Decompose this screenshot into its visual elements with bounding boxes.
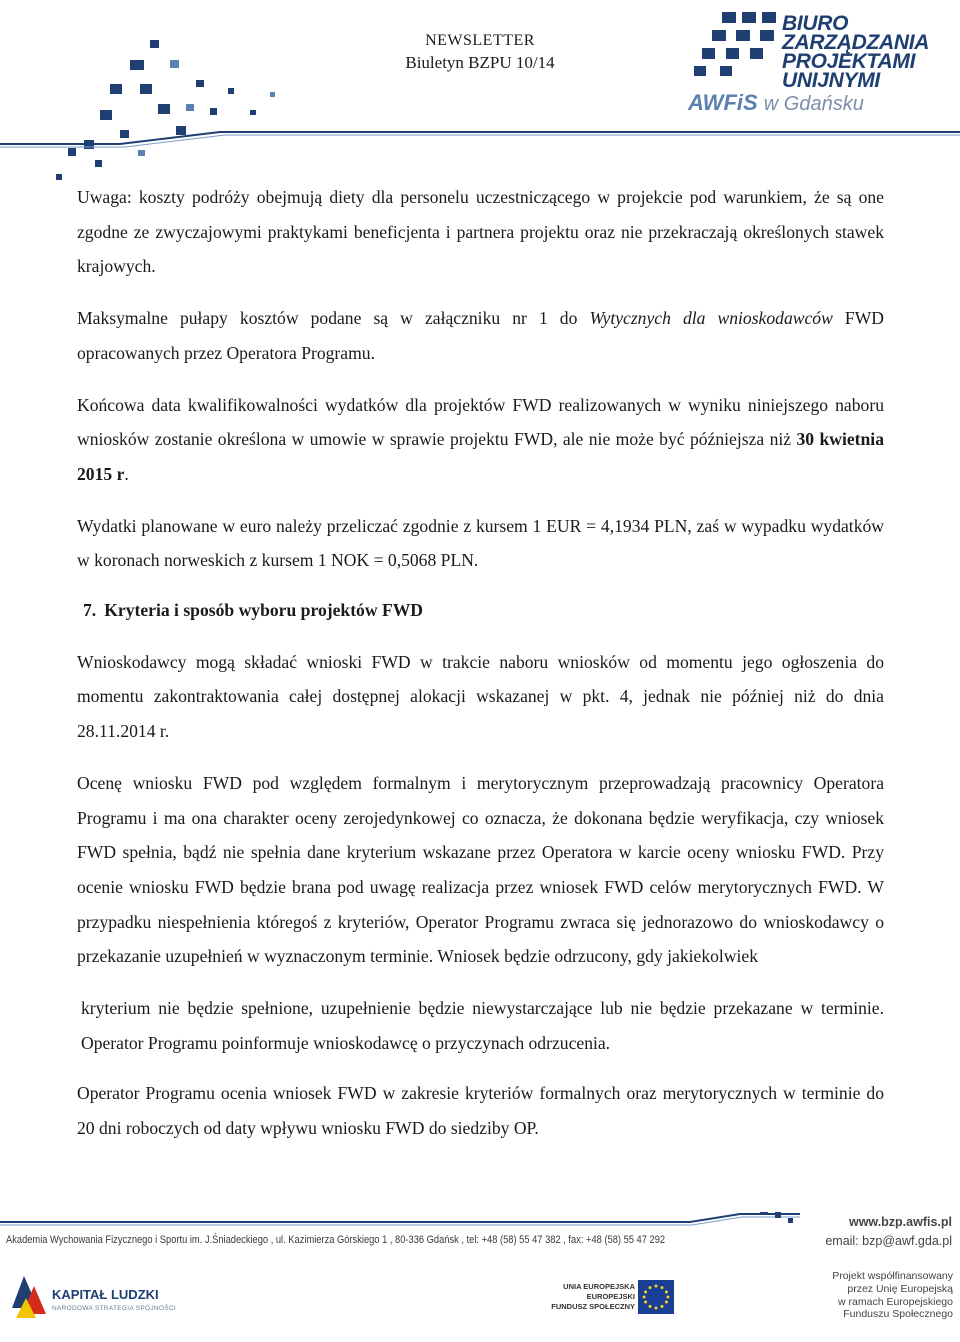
eligibility-text: Końcowa data kwalifikowalności wydatków dla projektów FWD realizowanych w wyniku niniejszego naboru wniosków zostanie określona w umowie w sprawie projektu FWD, ale nie może być późniejsza niż [77,394,884,450]
cofinancing-note [805,1270,953,1321]
brand-subtitle [688,90,948,116]
brand-sub-city: w Gdańsku [763,93,864,115]
eu-logo-text [545,1282,635,1312]
paragraph-rejection: kryterium nie będzie spełnione, uzupełnienie będzie niewystarczające lub nie będzie przekazane w terminie. Operator Programu poinformuje wnioskodawcę o przyczynach odrzucenia. [81,998,884,1053]
cofinancing-line-3: w ramach Europejskiego [838,1295,953,1308]
footer-contact [800,1213,952,1251]
brand-name [782,14,960,90]
paragraph-evaluation-term: Operator Programu ocenia wniosek FWD w zakresie kryteriów formalnych oraz merytorycznych w terminie do 20 dni roboczych od daty wpływu wniosku FWD do siedziby OP. [77,1083,884,1139]
brand-line-3: PROJEKTAMI [782,50,916,73]
section-heading-7 [77,593,884,628]
section-title: Kryteria i sposób wyboru projektów FWD [104,600,424,621]
guidelines-title: Wytycznych dla wnioskodawców [589,308,833,329]
kl-subtitle: NARODOWA STRATEGIA SPÓJNOŚCI [52,1305,176,1312]
eu-flag-icon [638,1280,674,1314]
footer-email-link[interactable]: email: bzp@awf.gda.pl [825,1234,952,1248]
cofinancing-line-4: Funduszu Społecznego [843,1308,953,1321]
cost-limits-text-1: Maksymalne pułapy kosztów podane są w załączniku nr 1 do [77,308,590,329]
ue-line-3: FUNDUSZ SPOŁECZNY [551,1302,635,1311]
cost-limits-text-2: FWD opracowanych przez Operatora Programu. [77,308,885,363]
paragraph-evaluation: Ocenę wniosku FWD pod względem formalnym i merytorycznym przeprowadzają pracownicy Operatora Programu i ma ona charakter oceny zerojedynkowej co oznacza, że dokonana będzie weryfikacja, czy wniosek FWD spełnia, bądź nie spełnia dane kryterium wskazane przez Operatora w karcie oceny wniosku FWD. Przy ocenie wniosku FWD będzie brana pod uwagę realizacja przez wniosek FWD celów merytorycznych FWD. W przypadku niespełnienia któregoś z kryteriów, Operator Programu zwraca się jednorazowo do wnioskodawcy o przekazanie uzupełnień w wyznaczonym terminie. Wniosek będzie odrzucony, gdy jakiekolwiek [77,772,884,967]
kapital-ludzki-logo [52,1288,176,1316]
brand-line-4: UNIJNYMI [782,69,880,92]
brand-sub-awfis: AWFiS [688,90,758,115]
paragraph-eligibility-date [77,388,884,492]
paragraph-exchange-rates: Wydatki planowane w euro należy przeliczać zgodnie z kursem 1 EUR = 4,1934 PLN, zaś w wypadku wydatków w koronach norweskich z kursem 1 NOK = 0,5068 PLN. [77,515,884,571]
paragraph-travel-costs: Uwaga: koszty podróży obejmują diety dla personelu uczestniczącego w projekcie pod warunkiem, że są one zgodne ze zwyczajowymi praktykami beneficjenta i partnera projektu oraz nie przekraczają określonych stawek krajowych. [77,187,884,277]
paragraph-cost-limits [77,301,884,370]
ue-line-1: UNIA EUROPEJSKA [563,1282,635,1291]
document-body [77,180,884,1146]
paragraph-submission: Wnioskodawcy mogą składać wnioski FWD w trakcie naboru wniosków od momentu jego ogłoszenia do momentu zakontraktowania całej dostępnej alokacji wskazanej w pkt. 4, jednak nie później niż do dnia 28.11.2014 r. [77,651,884,742]
newsletter-header [340,30,620,74]
eligibility-end: . [124,463,129,484]
cofinancing-line-1: Projekt współfinansowany [832,1270,953,1282]
kl-title: KAPITAŁ LUDZKI [52,1287,159,1302]
footer-address: Akademia Wychowania Fizycznego i Sportu im. J.Śniadeckiego , ul. Kazimierza Górskiego 1 , 80-336 Gdańsk , tel: +48 (58) 55 47 382 , fax: +48 (58) 55 47 292 [6,1234,666,1246]
cofinancing-line-2: przez Unię Europejską [847,1282,953,1295]
section-number: 7. [83,600,97,621]
header-divider [0,120,960,150]
footer-website-link[interactable]: www.bzp.awfis.pl [848,1215,952,1229]
ue-line-2: EUROPEJSKI [586,1292,635,1301]
bulletin-number: Biuletyn BZPU 10/14 [405,53,555,72]
brand-line-1: BIURO [782,12,849,35]
brand-line-2: ZARZĄDZANIA [782,31,930,54]
newsletter-title: NEWSLETTER [425,32,535,49]
eligibility-deadline: 30 kwietnia 2015 r [77,429,884,484]
